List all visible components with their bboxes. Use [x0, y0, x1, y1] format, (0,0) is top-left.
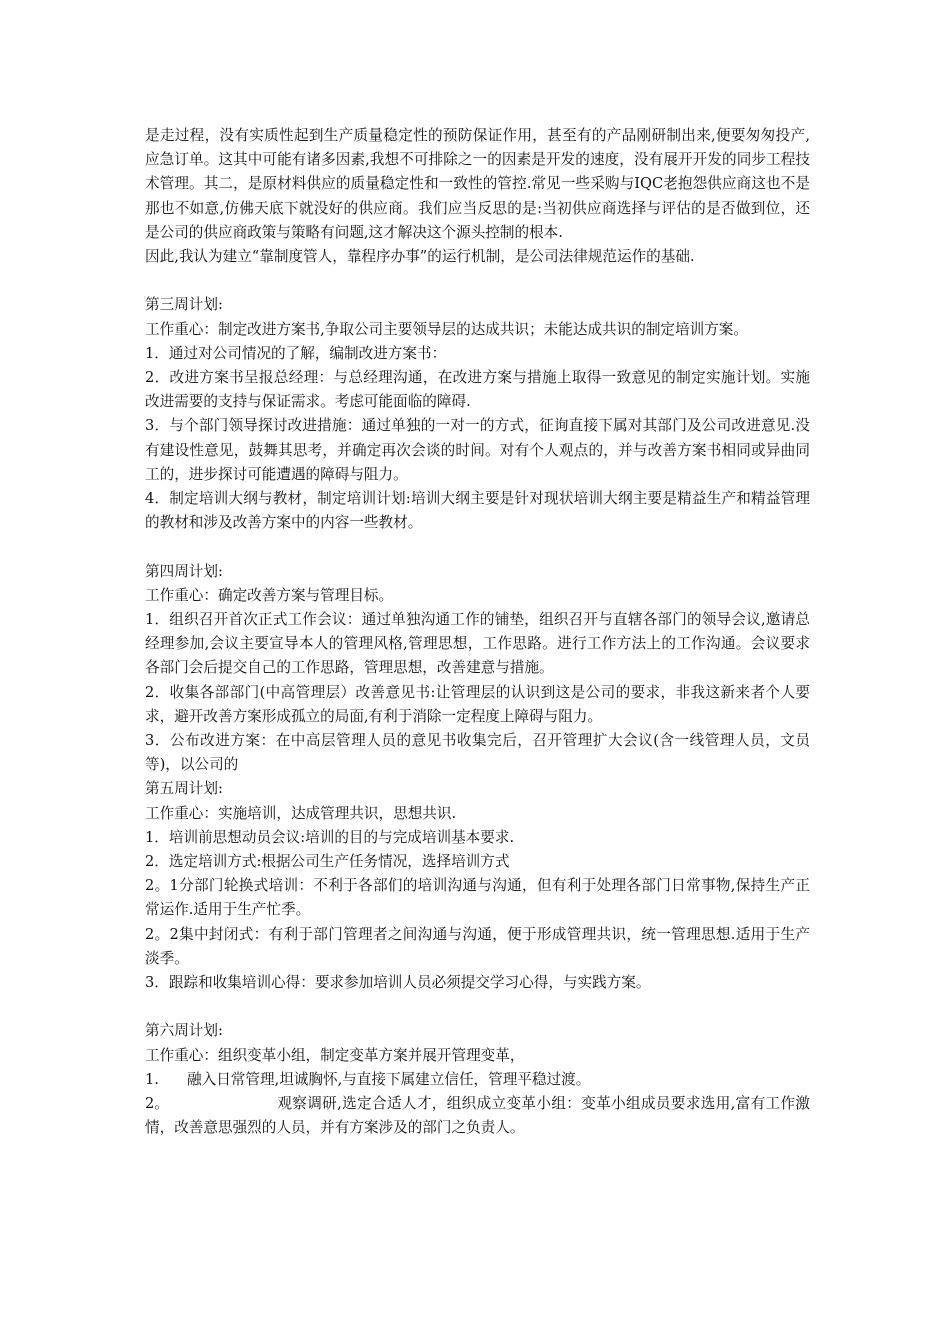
week3-item: 1．通过对公司情况的了解，编制改进方案书：	[145, 344, 447, 362]
week4-item: 3．公布改进方案：在中高层管理人员的意见书收集完后，召开管理扩大会议(含一线管理人员，文员等)，以公司的	[145, 732, 810, 774]
week3-title: 第三周计划:	[145, 296, 223, 314]
week4-item: 2．收集各部部门(中高管理层）改善意见书:让管理层的认识到这是公司的要求，非我这新来者个人要求，避开改善方案形成孤立的局面,有利于消除一定程度上障碍与阻力。	[145, 683, 810, 725]
week4-focus: 工作重心：确定改善方案与管理目标。	[145, 586, 394, 604]
week6-item-1-text: 融入日常管理,坦诚胸怀,与直接下属建立信任，管理平稳过渡。	[187, 1070, 591, 1088]
intro-conclusion: 因此,我认为建立“靠制度管人，靠程序办事”的运行机制，是公司法律规范运作的基础.	[145, 248, 695, 266]
week6-focus: 工作重心：组织变革小组，制定变革方案并展开管理变革，	[145, 1046, 525, 1064]
document-page	[145, 124, 810, 1140]
intro-paragraph: 是走过程，没有实质性起到生产质量稳定性的预防保证作用，甚至有的产品刚研制出来,便要匆匆投产,应急订单。这其中可能有诸多因素,我想不可排除之一的因素是开发的速度，没有展开开发的同步工程技术管理。其二，是原材料供应的质量稳定性和一致性的管控.常见一些采购与IQC老抱怨供应商这也不是那也不如意,仿佛天底下就没好的供应商。我们应当反思的是:当初供应商选择与评估的是否做到位，还是公司的供应商政策与策略有问题,这才解决这个源头控制的根本.	[145, 127, 810, 241]
week6-item-1	[145, 1068, 810, 1092]
week5-title: 第五周计划:	[145, 780, 223, 798]
week5-focus: 工作重心：实施培训，达成管理共识，思想共识.	[145, 804, 457, 822]
week6-item-1-number: 1.	[145, 1070, 159, 1088]
week3-item: 2．改进方案书呈报总经理：与总经理沟通，在改进方案与措施上取得一致意见的制定实施计划。实施改进需要的支持与保证需求。考虑可能面临的障碍.	[145, 369, 810, 411]
week3-item: 4．制定培训大纲与教材，制定培训计划:培训大纲主要是针对现状培训大纲主要是精益生产和精益管理的教材和涉及改善方案中的内容一些教材。	[145, 490, 810, 532]
week5-item: 3．跟踪和收集培训心得：要求参加培训人员必须提交学习心得，与实践方案。	[145, 974, 651, 992]
week3-focus: 工作重心：制定改进方案书,争取公司主要领导层的达成共识；未能达成共识的制定培训方案。	[145, 320, 748, 338]
week5-item: 2．选定培训方式:根据公司生产任务情况，选择培训方式	[145, 853, 510, 871]
week5-item: 2。1分部门轮换式培训：不利于各部们的培训沟通与沟通，但有利于处理各部门日常事物,保持生产正常运作.适用于生产忙季。	[145, 877, 810, 919]
week6-title: 第六周计划:	[145, 1022, 223, 1040]
week4-title: 第四周计划:	[145, 562, 223, 580]
week3-item: 3．与个部门领导探讨改进措施：通过单独的一对一的方式，征询直接下属对其部门及公司改进意见.没有建设性意见，鼓舞其思考，并确定再次会谈的时间。对有个人观点的，并与改善方案书相同或异曲同工的，进步探讨可能遭遇的障碍与阻力。	[145, 417, 810, 483]
week6-item-2-text: 观察调研,选定合适人才，组织成立变革小组：变革小组成员要求选用,富有工作激情，改善意思强烈的人员，并有方案涉及的部门之负责人。	[145, 1095, 810, 1137]
spacer	[145, 269, 810, 293]
week6-item-2-number: 2。	[145, 1095, 169, 1113]
week5-item: 1．培训前思想动员会议:培训的目的与完成培训基本要求.	[145, 828, 515, 846]
week5-item: 2。2集中封闭式：有利于部门管理者之间沟通与沟通，便于形成管理共识，统一管理思想.适用于生产淡季。	[145, 925, 810, 967]
week4-item: 1．组织召开首次正式工作会议：通过单独沟通工作的铺垫，组织召开与直辖各部门的领导会议,邀请总经理参加,会议主要宣导本人的管理风格,管理思想，工作思路。进行工作方法上的工作沟通。会议要求各部门会后提交自己的工作思路，管理思想，改善建意与措施。	[145, 611, 810, 677]
spacer	[145, 995, 810, 1019]
spacer	[145, 535, 810, 559]
week6-item-2	[145, 1092, 810, 1140]
